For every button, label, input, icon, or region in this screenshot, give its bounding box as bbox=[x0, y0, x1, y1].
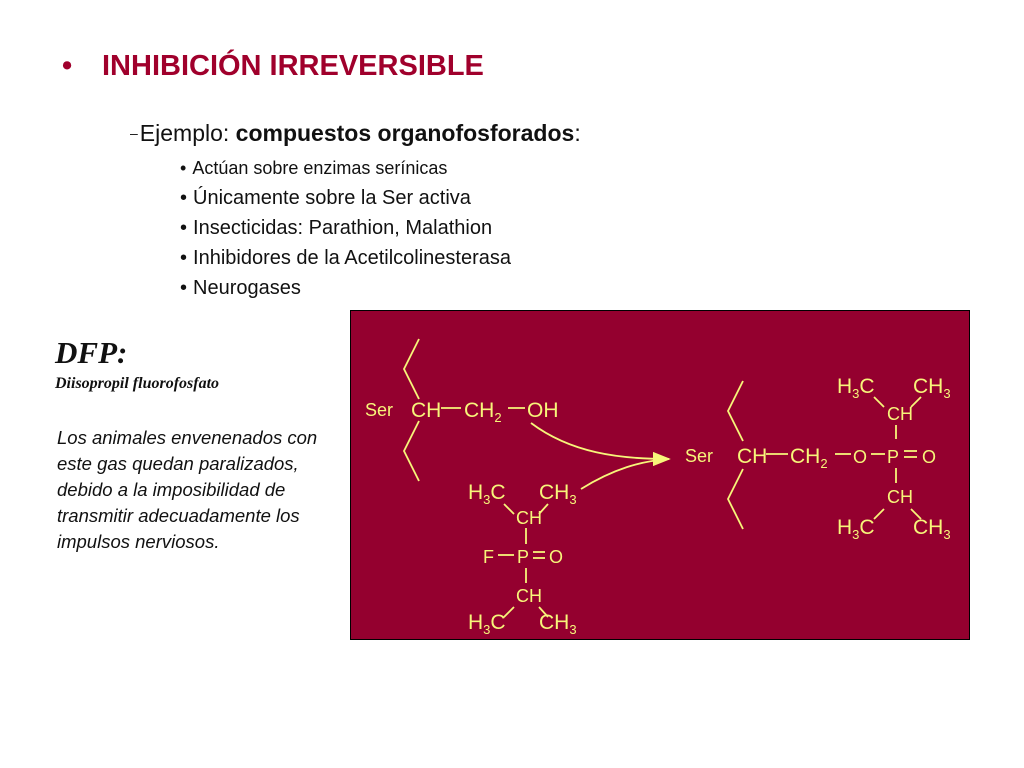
point-item: • Inhibidores de la Acetilcolinesterasa bbox=[180, 243, 511, 273]
dfp-h3c-bottom: $H_3C$ bbox=[468, 611, 506, 637]
product-h3c-bottom: $H_3C$ bbox=[837, 516, 875, 542]
point-item: • Neurogases bbox=[180, 273, 511, 303]
product-ch3-bottom: $CH_3$ bbox=[913, 516, 951, 542]
point-item: • Únicamente sobre la Ser activa bbox=[180, 183, 511, 213]
product-ser: Ser bbox=[685, 446, 714, 466]
dfp-h3c-top: $H_3C$ bbox=[468, 481, 506, 507]
reaction-svg bbox=[351, 311, 969, 639]
dfp-ch-bottom: CH bbox=[516, 586, 542, 606]
point-item: • Actúan sobre enzimas serínicas bbox=[180, 153, 511, 183]
dfp-p: P bbox=[517, 547, 530, 567]
example-colon: : bbox=[574, 120, 581, 146]
dfp-ch3-bottom: $CH_3$ bbox=[539, 611, 577, 637]
example-dash: – bbox=[130, 125, 138, 141]
example-prefix: Ejemplo: bbox=[139, 120, 236, 146]
serine-ch2: $CH_2$ bbox=[464, 399, 502, 425]
example-term: compuestos organofosforados bbox=[235, 120, 575, 146]
product-bond bbox=[874, 509, 884, 519]
product-ch2: $CH_2$ bbox=[790, 445, 828, 471]
serine-ser: Ser bbox=[365, 400, 394, 420]
example-points bbox=[180, 153, 511, 303]
serine-ch: CH bbox=[411, 399, 442, 422]
dfp-f: F bbox=[483, 547, 494, 567]
example-line bbox=[130, 120, 581, 147]
serine-oh: OH bbox=[527, 399, 559, 422]
serine-backbone-down bbox=[404, 421, 419, 481]
point-item: • Insecticidas: Parathion, Malathion bbox=[180, 213, 511, 243]
dfp-ch3-top: $CH_3$ bbox=[539, 481, 577, 507]
product-bond bbox=[874, 397, 884, 407]
product-ch3-top: $CH_3$ bbox=[913, 375, 951, 401]
product-o: O bbox=[922, 447, 937, 467]
dfp-ch-top: CH bbox=[516, 508, 542, 528]
dfp-name: Diisopropil fluorofosfato bbox=[55, 375, 220, 392]
product-ch-top: CH bbox=[887, 404, 913, 424]
reaction-arrow-dfp bbox=[581, 459, 669, 489]
slide-title bbox=[62, 50, 484, 83]
reaction-diagram bbox=[350, 310, 970, 640]
title-text: INHIBICIÓN IRREVERSIBLE bbox=[102, 50, 484, 82]
product-h3c-top: $H_3C$ bbox=[837, 375, 875, 401]
product-backbone-up bbox=[728, 381, 743, 441]
dfp-o: O bbox=[549, 547, 564, 567]
product-backbone-down bbox=[728, 469, 743, 529]
dfp-label: DFP: bbox=[55, 335, 128, 370]
reaction-arrow-serine bbox=[531, 423, 669, 459]
dfp-description: Los animales envenenados con este gas quedan paralizados, debido a la imposibilidad de transmitir adecuadamente los impulsos nerviosos. bbox=[57, 427, 318, 552]
dfp-bond bbox=[504, 504, 514, 514]
product-p: P bbox=[887, 447, 900, 467]
title-bullet: • bbox=[62, 50, 73, 82]
serine-backbone-up bbox=[404, 339, 419, 399]
product-o-link: O bbox=[853, 447, 868, 467]
product-ch-bottom: CH bbox=[887, 487, 913, 507]
product-ch: CH bbox=[737, 445, 768, 468]
